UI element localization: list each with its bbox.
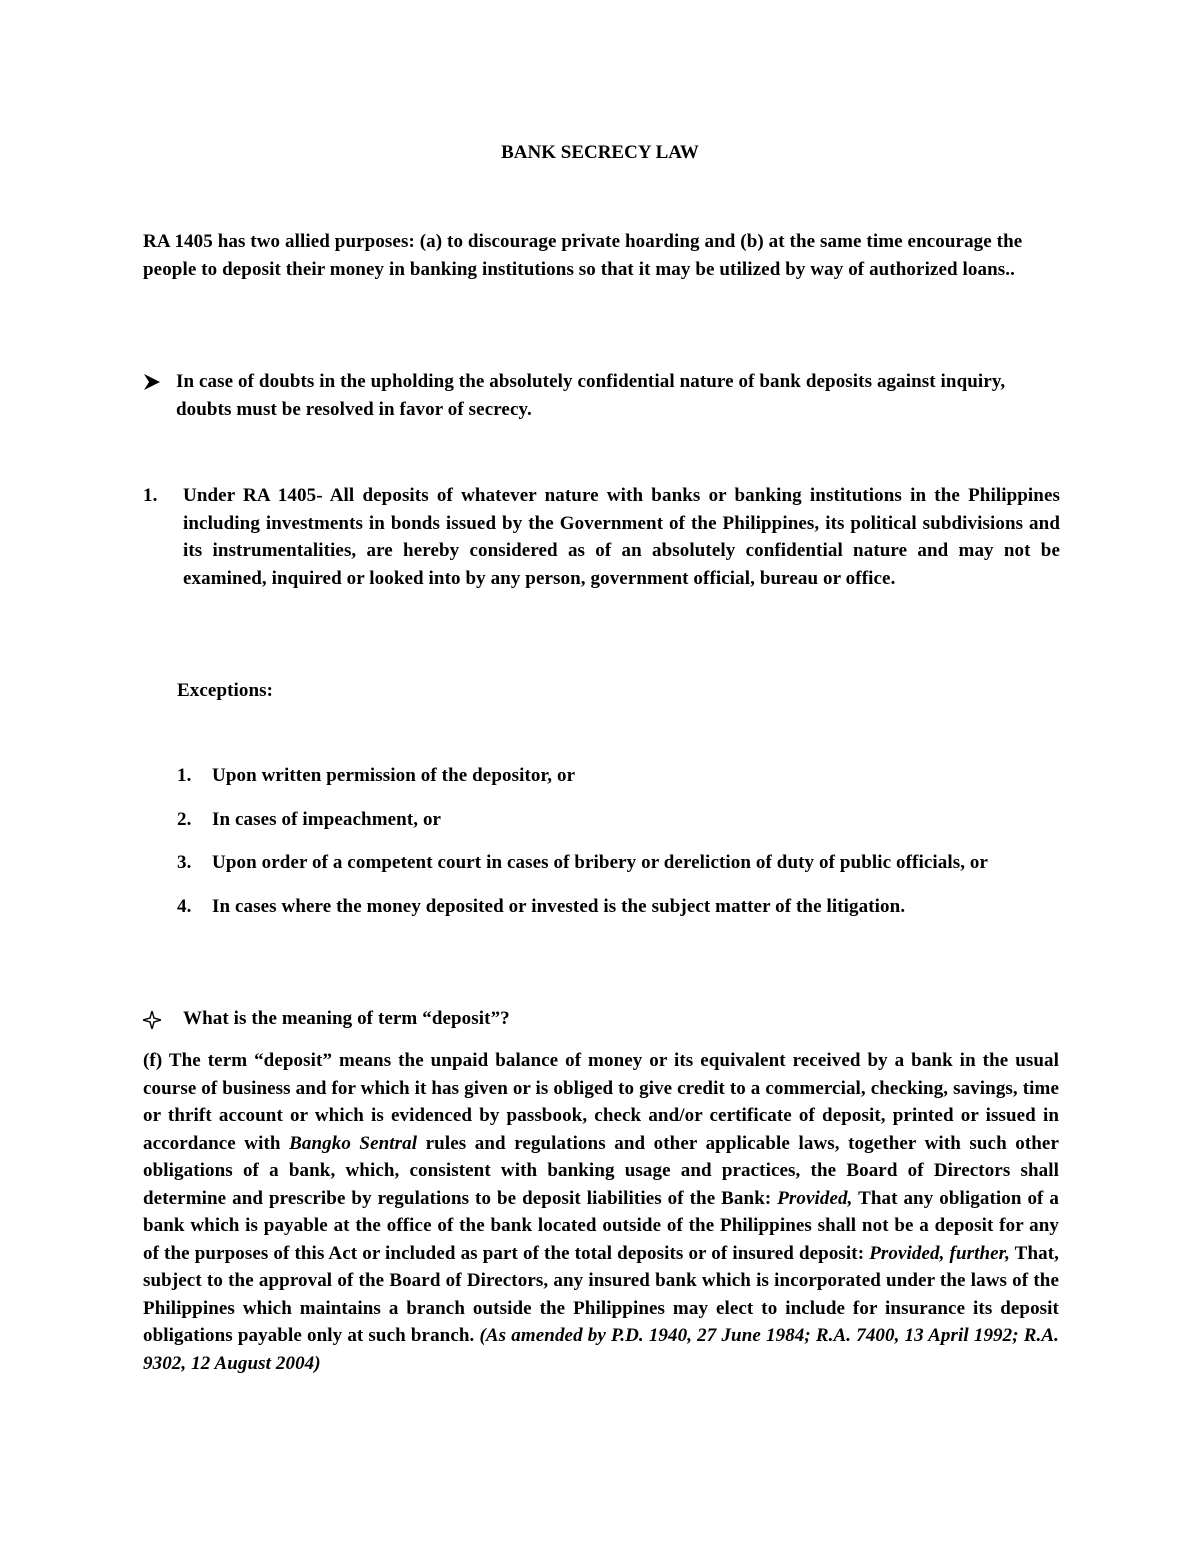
- definition-text-4: That, subject to the approval of the Board of Directors, any insured bank which is incorporated under the laws of the Philippines which maintains a branch outside the Philippines may elect to include for insurance its deposit obligations payable only at such branch.: [143, 1242, 1059, 1346]
- definition-italic-2: Provided,: [777, 1187, 853, 1209]
- question-text: What is the meaning of term “deposit”?: [183, 1008, 510, 1029]
- amendment-citation: (As amended by P.D. 1940, 27 June 1984; R.A. 7400, 13 April 1992; R.A. 9302, 12 August 2004): [143, 1325, 1059, 1374]
- definition-text-3: That any obligation of a bank which is payable at the office of the bank located outside of the Philippines shall not be a deposit for any of the purposes of this Act or included as part of the total deposits or of insured deposit:: [143, 1187, 1059, 1264]
- numbered-item-text: Under RA 1405- All deposits of whatever nature with banks or banking institutions in the Philippines including investments in bonds issued by the Government of the Philippines, its political subdivisions and its instrumentalities, are hereby considered as of an absolutely confidential nature and may not be examined, inquired or looked into by any person, government official, bureau or office.: [183, 485, 1060, 589]
- list-item: [177, 893, 1067, 921]
- definition-text-2: rules and regulations and other applicable laws, together with such other obligations of a bank, which, consistent with banking usage and practices, the Board of Directors shall determine and prescribe by regulations to be deposit liabilities of the Bank:: [143, 1132, 1059, 1209]
- list-item-marker: 4.: [177, 895, 192, 917]
- list-item-marker: 3.: [177, 852, 192, 873]
- arrow-bullet-icon: [143, 372, 161, 390]
- four-diamond-bullet-icon: [143, 1010, 161, 1028]
- list-item-text: Upon written permission of the depositor, or: [212, 765, 576, 786]
- exceptions-heading: Exceptions:: [177, 680, 274, 701]
- list-item: [177, 806, 1067, 834]
- exceptions-list: [177, 762, 1067, 936]
- question-item: [143, 1005, 1063, 1033]
- list-item: [177, 849, 1067, 877]
- definition-text-1: (f) The term “deposit” means the unpaid balance of money or its equivalent received by a bank in the usual course of business and for which it has given or is obliged to give credit to a commercial, checking, savings, time or thrift account or which is evidenced by passbook, check and/or certificate of deposit, printed or issued in accordance with: [143, 1050, 1059, 1154]
- definition-italic-3: Provided, further,: [869, 1242, 1010, 1264]
- definition-paragraph: [143, 1047, 1059, 1377]
- page-title: BANK SECRECY LAW: [501, 142, 699, 163]
- numbered-item: [143, 482, 1063, 592]
- definition-italic-1: Bangko Sentral: [289, 1132, 418, 1154]
- list-item-text: In cases of impeachment, or: [212, 808, 442, 830]
- numbered-item-marker: 1.: [143, 485, 158, 506]
- list-item: [177, 762, 1067, 790]
- list-item-text: In cases where the money deposited or invested is the subject matter of the litigation.: [212, 895, 906, 917]
- arrow-bullet-text: In case of doubts in the upholding the absolutely confidential nature of bank deposits against inquiry, doubts must be resolved in favor of secrecy.: [176, 371, 1006, 420]
- list-item-text: Upon order of a competent court in cases of bribery or dereliction of duty of public officials, or: [212, 852, 989, 873]
- list-item-marker: 1.: [177, 765, 192, 786]
- arrow-bullet-item: [143, 368, 1063, 423]
- intro-paragraph: RA 1405 has two allied purposes: (a) to discourage private hoarding and (b) at the same time encourage the people to deposit their money in banking institutions so that it may be utilized by way of authorized loans..: [143, 231, 1023, 280]
- list-item-marker: 2.: [177, 808, 192, 830]
